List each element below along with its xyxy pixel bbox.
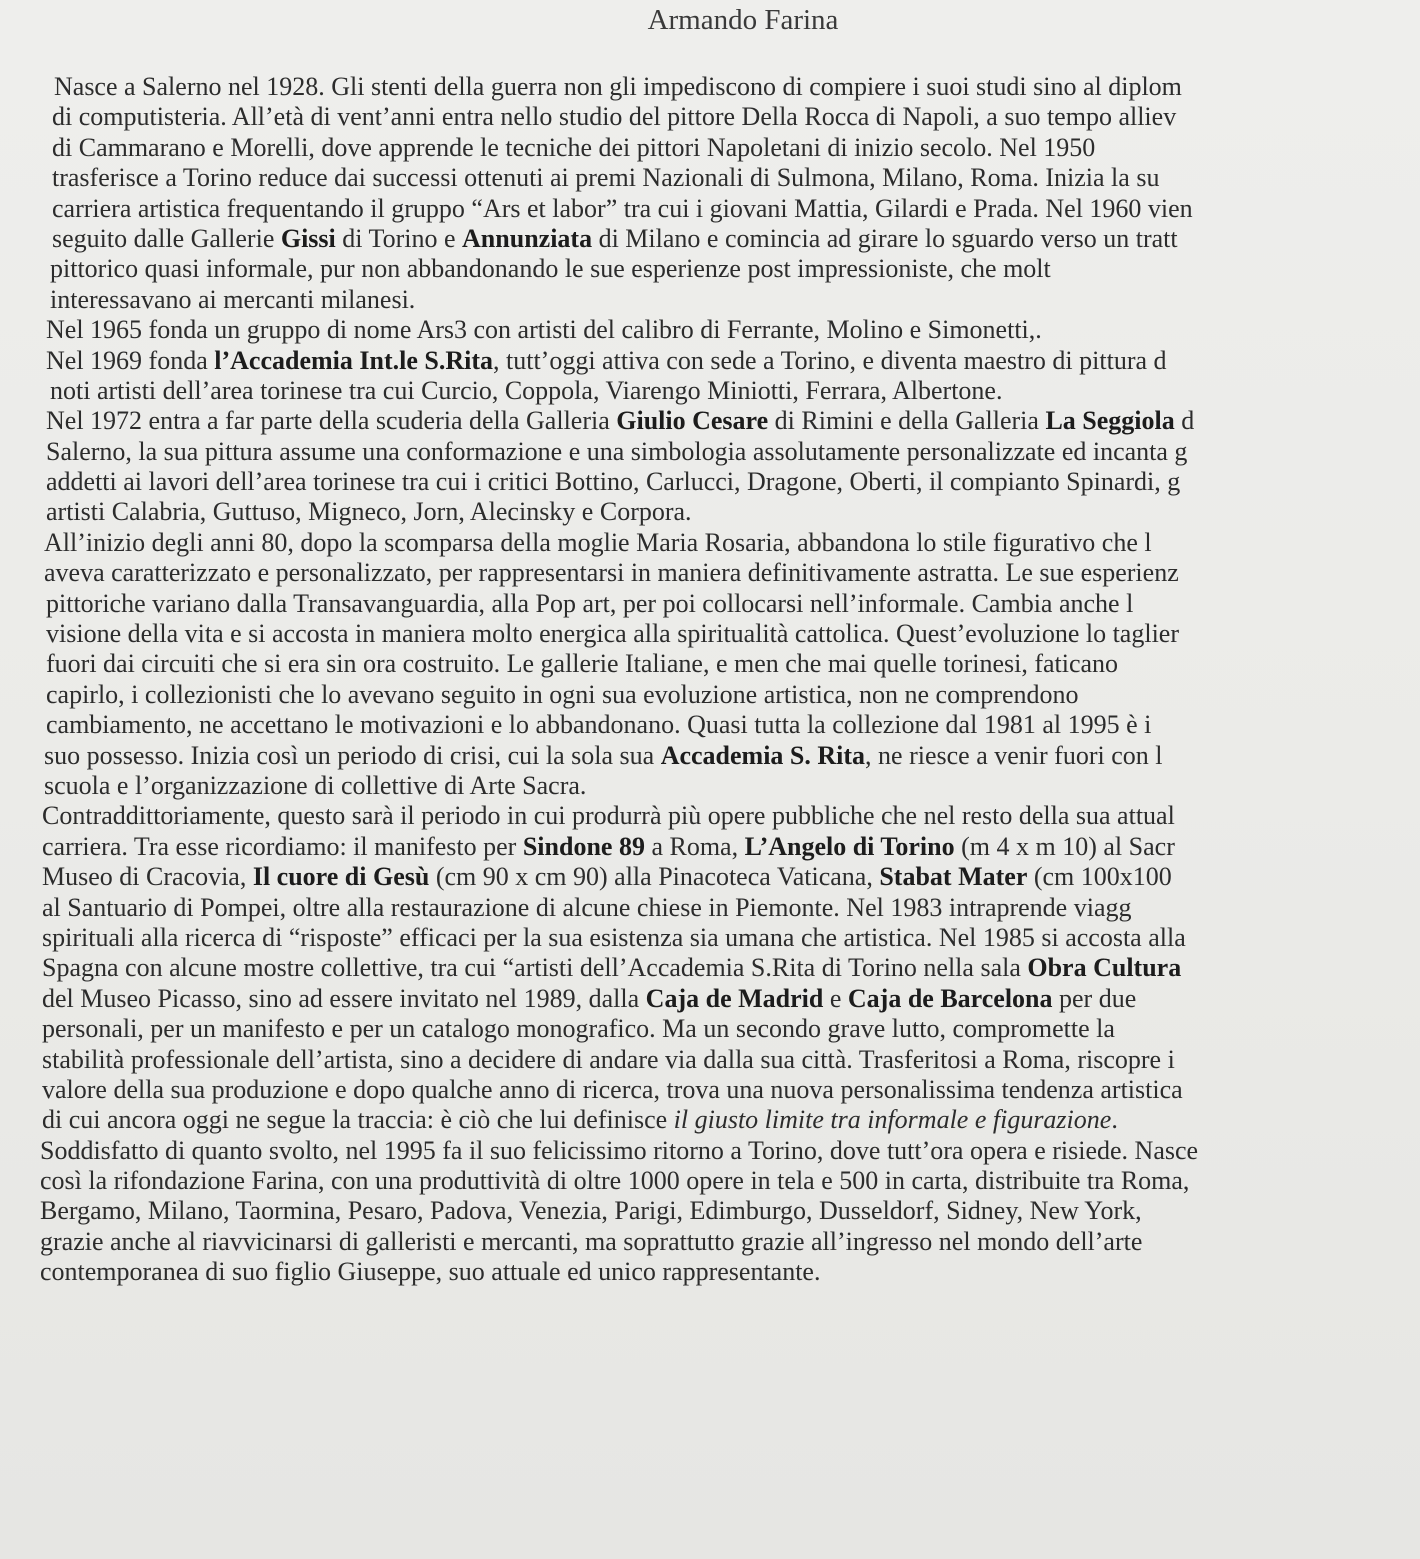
- italic-phrase: il giusto limite tra informale e figurazione: [673, 1105, 1112, 1135]
- text-line: [40, 680, 1420, 710]
- document-title: Armando Farina: [647, 4, 839, 36]
- text-line: [40, 346, 1420, 376]
- text-line: [40, 710, 1420, 740]
- text-line: [40, 163, 1420, 193]
- text-line: [40, 893, 1420, 923]
- text-segment: scuola e l’organizzazione di collettive di Arte Sacra.: [44, 770, 587, 800]
- text-segment: All’inizio degli anni 80, dopo la scomparsa della moglie Maria Rosaria, abbandona lo stile figurativo che l: [44, 527, 1152, 557]
- text-line: [40, 224, 1420, 254]
- text-line: [40, 801, 1420, 831]
- text-segment: al Santuario di Pompei, oltre alla restaurazione di alcune chiese in Piemonte. Nel 1983 intraprende viagg: [42, 892, 1132, 922]
- text-segment: addetti ai lavori dell’area torinese tra cui i critici Bottino, Carlucci, Dragone, Oberti, il compianto Spinardi, g: [46, 467, 1181, 497]
- text-segment: Salerno, la sua pittura assume una conformazione e una simbologia assolutamente personalizzate ed incanta g: [46, 436, 1188, 466]
- text-segment: carriera artistica frequentando il gruppo “Ars et labor” tra cui i giovani Mattia, Gilardi e Prada. Nel 1960 vien: [52, 193, 1193, 223]
- text-line: [40, 589, 1420, 619]
- text-line: [40, 741, 1420, 771]
- bold-name: La Seggiola: [1045, 406, 1175, 436]
- text-segment: (cm 90 x cm 90) alla Pinacoteca Vaticana,: [429, 862, 880, 892]
- text-line: [40, 133, 1420, 163]
- text-segment: Spagna con alcune mostre collettive, tra cui “artisti dell’Accademia S.Rita di Torino nella sala: [42, 953, 1028, 983]
- bold-name: L’Angelo di Torino: [744, 831, 955, 861]
- text-line: [40, 497, 1420, 527]
- text-segment: Contraddittoriamente, questo sarà il periodo in cui produrrà più opere pubbliche che nel resto della sua attual: [42, 801, 1175, 831]
- bold-name: Annunziata: [462, 223, 593, 253]
- text-segment: e: [823, 983, 848, 1013]
- text-segment: fuori dai circuiti che si era sin ora costruito. Le gallerie Italiane, e men che mai quelle torinesi, faticano: [46, 649, 1119, 679]
- text-line: [40, 376, 1420, 406]
- text-line: [40, 406, 1420, 436]
- bold-name: Il cuore di Gesù: [252, 862, 430, 892]
- text-segment: aveva caratterizzato e personalizzato, per rappresentarsi in maniera definitivamente astratta. Le sue esperienz: [44, 558, 1179, 588]
- text-line: [40, 862, 1420, 892]
- text-segment: del Museo Picasso, sino ad essere invitato nel 1989, dalla: [42, 983, 646, 1013]
- text-segment: cambiamento, ne accettano le motivazioni e lo abbandonano. Quasi tutta la collezione dal 1981 al 1995 è i: [46, 710, 1152, 740]
- text-line: [40, 1166, 1420, 1196]
- text-line: [40, 194, 1420, 224]
- bold-name: Sindone 89: [522, 831, 645, 861]
- text-segment: di Milano e comincia ad girare lo sguardo verso un tratt: [592, 223, 1178, 253]
- text-segment: contemporanea di suo figlio Giuseppe, suo attuale ed unico rappresentante.: [40, 1257, 821, 1287]
- bold-name: Accademia S. Rita: [660, 740, 866, 770]
- text-segment: carriera. Tra esse ricordiamo: il manifesto per: [42, 831, 523, 861]
- text-segment: a Roma,: [644, 831, 745, 861]
- text-line: [40, 1196, 1420, 1226]
- text-line: [40, 467, 1420, 497]
- text-segment: grazie anche al riavvicinarsi di galleristi e mercanti, ma soprattutto grazie all’ingresso nel mondo dell’arte: [40, 1226, 1143, 1256]
- text-segment: valore della sua produzione e dopo qualche anno di ricerca, trova una nuova personalissima tendenza artistica: [42, 1074, 1183, 1104]
- text-line: [40, 1257, 1420, 1287]
- text-segment: Soddisfatto di quanto svolto, nel 1995 fa il suo felicissimo ritorno a Torino, dove tutt’ora opera e risiede. Nasce: [40, 1135, 1199, 1165]
- text-segment: personali, per un manifesto e per un catalogo monografico. Ma un secondo grave lutto, compromette la: [42, 1014, 1115, 1044]
- text-segment: Nel 1969 fonda: [46, 345, 215, 375]
- text-line: [40, 528, 1420, 558]
- text-segment: Nel 1965 fonda un gruppo di nome Ars3 con artisti del calibro di Ferrante, Molino e Simonetti,.: [46, 315, 1042, 345]
- text-segment: trasferisce a Torino reduce dai successi ottenuti ai premi Nazionali di Sulmona, Milano, Roma. Inizia la su: [52, 163, 1160, 193]
- bold-name: Obra Cultura: [1027, 953, 1182, 983]
- text-segment: Bergamo, Milano, Taormina, Pesaro, Padova, Venezia, Parigi, Edimburgo, Dusseldorf, Sidney, New York,: [40, 1196, 1142, 1226]
- text-line: [40, 1136, 1420, 1166]
- text-segment: , ne riesce a venir fuori con l: [865, 740, 1163, 770]
- text-segment: d: [1174, 406, 1195, 436]
- text-segment: di Torino e: [335, 223, 463, 253]
- bold-name: Stabat Mater: [879, 862, 1028, 892]
- text-segment: spirituali alla ricerca di “risposte” efficaci per la sua esistenza sia umana che artistica. Nel 1985 si accosta alla: [42, 922, 1186, 952]
- text-segment: di computisteria. All’età di vent’anni entra nello studio del pittore Della Rocca di Napoli, a suo tempo alliev: [52, 102, 1177, 132]
- biography-text: [40, 72, 1420, 1288]
- bold-name: Caja de Madrid: [645, 983, 824, 1013]
- text-line: [40, 1075, 1420, 1105]
- text-line: [40, 1045, 1420, 1075]
- text-segment: così la rifondazione Farina, con una produttività di oltre 1000 opere in tela e 500 in carta, distribuite tra Roma,: [40, 1166, 1190, 1196]
- text-line: [40, 619, 1420, 649]
- text-line: [40, 1227, 1420, 1257]
- text-line: [40, 315, 1420, 345]
- text-segment: (m 4 x m 10) al Sacr: [954, 831, 1175, 861]
- text-segment: interessavano ai mercanti milanesi.: [50, 284, 416, 314]
- text-line: [40, 1014, 1420, 1044]
- text-line: [40, 649, 1420, 679]
- text-segment: seguito dalle Gallerie: [52, 223, 281, 253]
- text-line: [40, 72, 1420, 102]
- text-segment: Nel 1972 entra a far parte della scuderia della Galleria: [46, 406, 617, 436]
- text-segment: capirlo, i collezionisti che lo avevano seguito in ogni sua evoluzione artistica, non ne comprendono: [46, 679, 1079, 709]
- text-segment: pittoriche variano dalla Transavanguardia, alla Pop art, per poi collocarsi nell’informale. Cambia anche l: [46, 588, 1134, 618]
- text-segment: noti artisti dell’area torinese tra cui Curcio, Coppola, Viarengo Miniotti, Ferrara, Albertone.: [50, 375, 1003, 405]
- bold-name: Caja de Barcelona: [847, 983, 1053, 1013]
- text-line: [40, 558, 1420, 588]
- text-line: [40, 923, 1420, 953]
- text-line: [40, 953, 1420, 983]
- text-segment: Museo di Cracovia,: [42, 862, 253, 892]
- text-segment: di Rimini e della Galleria: [768, 406, 1046, 436]
- text-segment: per due: [1052, 983, 1137, 1013]
- text-segment: di Cammarano e Morelli, dove apprende le tecniche dei pittori Napoletani di inizio secolo. Nel 1950: [52, 132, 1096, 162]
- text-segment: artisti Calabria, Guttuso, Migneco, Jorn, Alecinsky e Corpora.: [46, 497, 692, 527]
- bold-name: Gissi: [280, 223, 336, 253]
- text-line: [40, 1105, 1420, 1135]
- bold-name: l’Accademia Int.le S.Rita: [214, 345, 493, 375]
- text-line: [40, 285, 1420, 315]
- text-segment: pittorico quasi informale, pur non abbandonando le sue esperienze post impressioniste, che molt: [50, 254, 1051, 284]
- text-line: [40, 437, 1420, 467]
- text-segment: suo possesso. Inizia così un periodo di crisi, cui la sola sua: [44, 740, 661, 770]
- text-line: [40, 984, 1420, 1014]
- text-segment: Nasce a Salerno nel 1928. Gli stenti della guerra non gli impediscono di compiere i suoi studi sino al diplom: [54, 72, 1182, 101]
- text-segment: (cm 100x100: [1027, 862, 1172, 892]
- text-segment: .: [1111, 1105, 1118, 1135]
- text-segment: visione della vita e si accosta in maniera molto energica alla spiritualità cattolica. Quest’evoluzione lo taglier: [46, 619, 1179, 649]
- text-segment: stabilità professionale dell’artista, sino a decidere di andare via dalla sua città. Trasferitosi a Roma, riscopre i: [42, 1044, 1175, 1074]
- text-line: [40, 771, 1420, 801]
- text-segment: di cui ancora oggi ne segue la traccia: è ciò che lui definisce: [42, 1105, 674, 1135]
- bold-name: Giulio Cesare: [616, 406, 769, 436]
- text-line: [40, 832, 1420, 862]
- text-line: [40, 254, 1420, 284]
- text-line: [40, 102, 1420, 132]
- text-segment: , tutt’oggi attiva con sede a Torino, e diventa maestro di pittura d: [493, 345, 1167, 375]
